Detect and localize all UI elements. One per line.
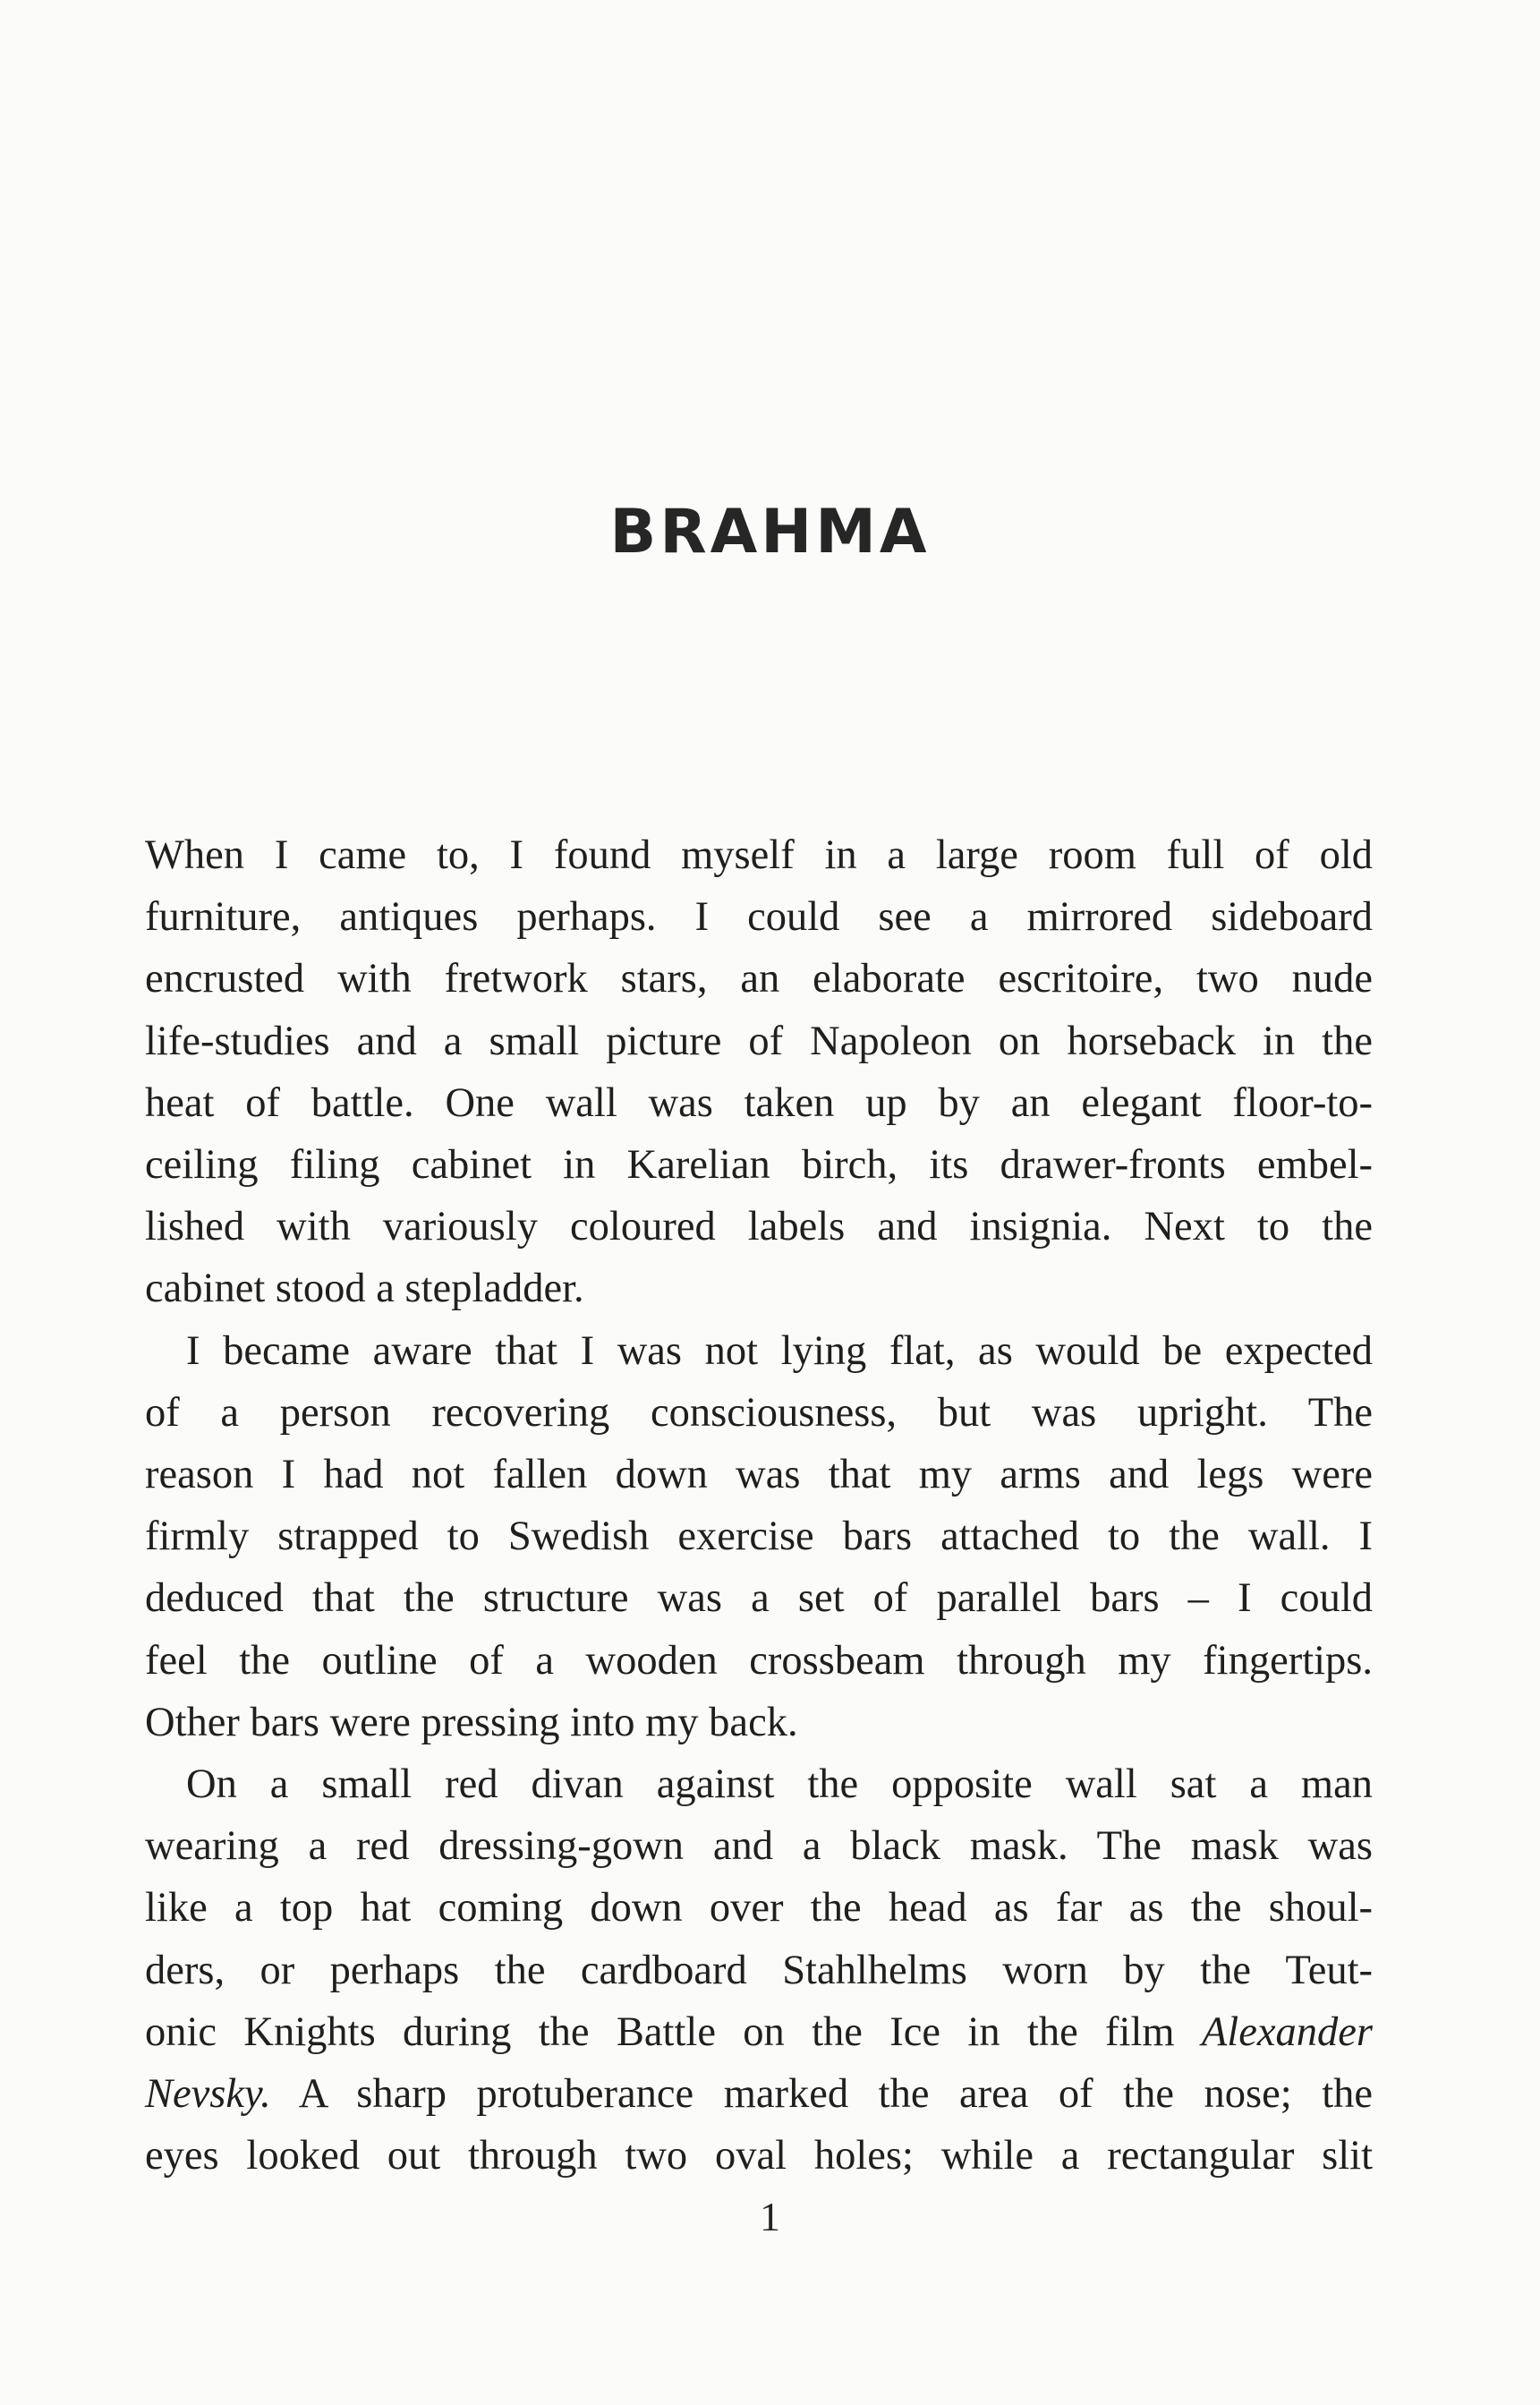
paragraph-1 <box>145 824 1373 1320</box>
text-line: deduced that the structure was a set of parallel bars – I could <box>145 1575 1373 1622</box>
text-line: firmly strapped to Swedish exercise bars attached to the wall. I <box>145 1514 1373 1560</box>
text-line: When I came to, I found myself in a large room full of old <box>145 832 1373 878</box>
film-title-part-1: Alexander <box>1201 2008 1373 2055</box>
text-line <box>145 2063 1373 2125</box>
paragraph-3 <box>145 1753 1373 2187</box>
text-line: life-studies and a small picture of Napoleon on horseback in the <box>145 1018 1373 1064</box>
text-line: lished with variously coloured labels and insignia. Next to the <box>145 1204 1373 1250</box>
film-title-part-2: Nevsky. <box>145 2071 271 2118</box>
text-line: ceiling filing cabinet in Karelian birch, its drawer-fronts embel- <box>145 1142 1373 1189</box>
text-line: reason I had not fallen down was that my arms and legs were <box>145 1452 1373 1498</box>
text-line: I became aware that I was not lying flat, as would be expected <box>186 1327 1373 1374</box>
text-line: like a top hat coming down over the head as far as the shoul- <box>145 1885 1373 1932</box>
page-number: 1 <box>760 2194 780 2239</box>
text-line: eyes looked out through two oval holes; while a rectangular slit <box>145 2133 1373 2179</box>
text-line: ders, or perhaps the cardboard Stahlhelms worn by the Teut- <box>145 1947 1373 1993</box>
paragraph-2 <box>145 1320 1373 1753</box>
text-line <box>145 2001 1373 2063</box>
text-line: of a person recovering consciousness, but was upright. The <box>145 1389 1373 1436</box>
text-segment: A sharp protuberance marked the area of the nose; the <box>298 2071 1374 2118</box>
text-line: Other bars were pressing into my back. <box>145 1699 798 1745</box>
text-line: cabinet stood a stepladder. <box>145 1266 584 1312</box>
chapter-title: BRAHMA <box>609 497 931 567</box>
text-segment: onic Knights during the Battle on the Ice in the film <box>145 2008 1175 2055</box>
text-line: furniture, antiques perhaps. I could see a mirrored sideboard <box>145 894 1373 941</box>
text-line: heat of battle. One wall was taken up by an elegant floor-to- <box>145 1079 1373 1126</box>
text-line: encrusted with fretwork stars, an elaborate escritoire, two nude <box>145 956 1373 1002</box>
body-text <box>145 824 1373 2187</box>
text-line: On a small red divan against the opposite wall sat a man <box>186 1761 1373 1808</box>
text-line: wearing a red dressing-gown and a black mask. The mask was <box>145 1823 1373 1870</box>
text-line: feel the outline of a wooden crossbeam through my fingertips. <box>145 1637 1373 1684</box>
